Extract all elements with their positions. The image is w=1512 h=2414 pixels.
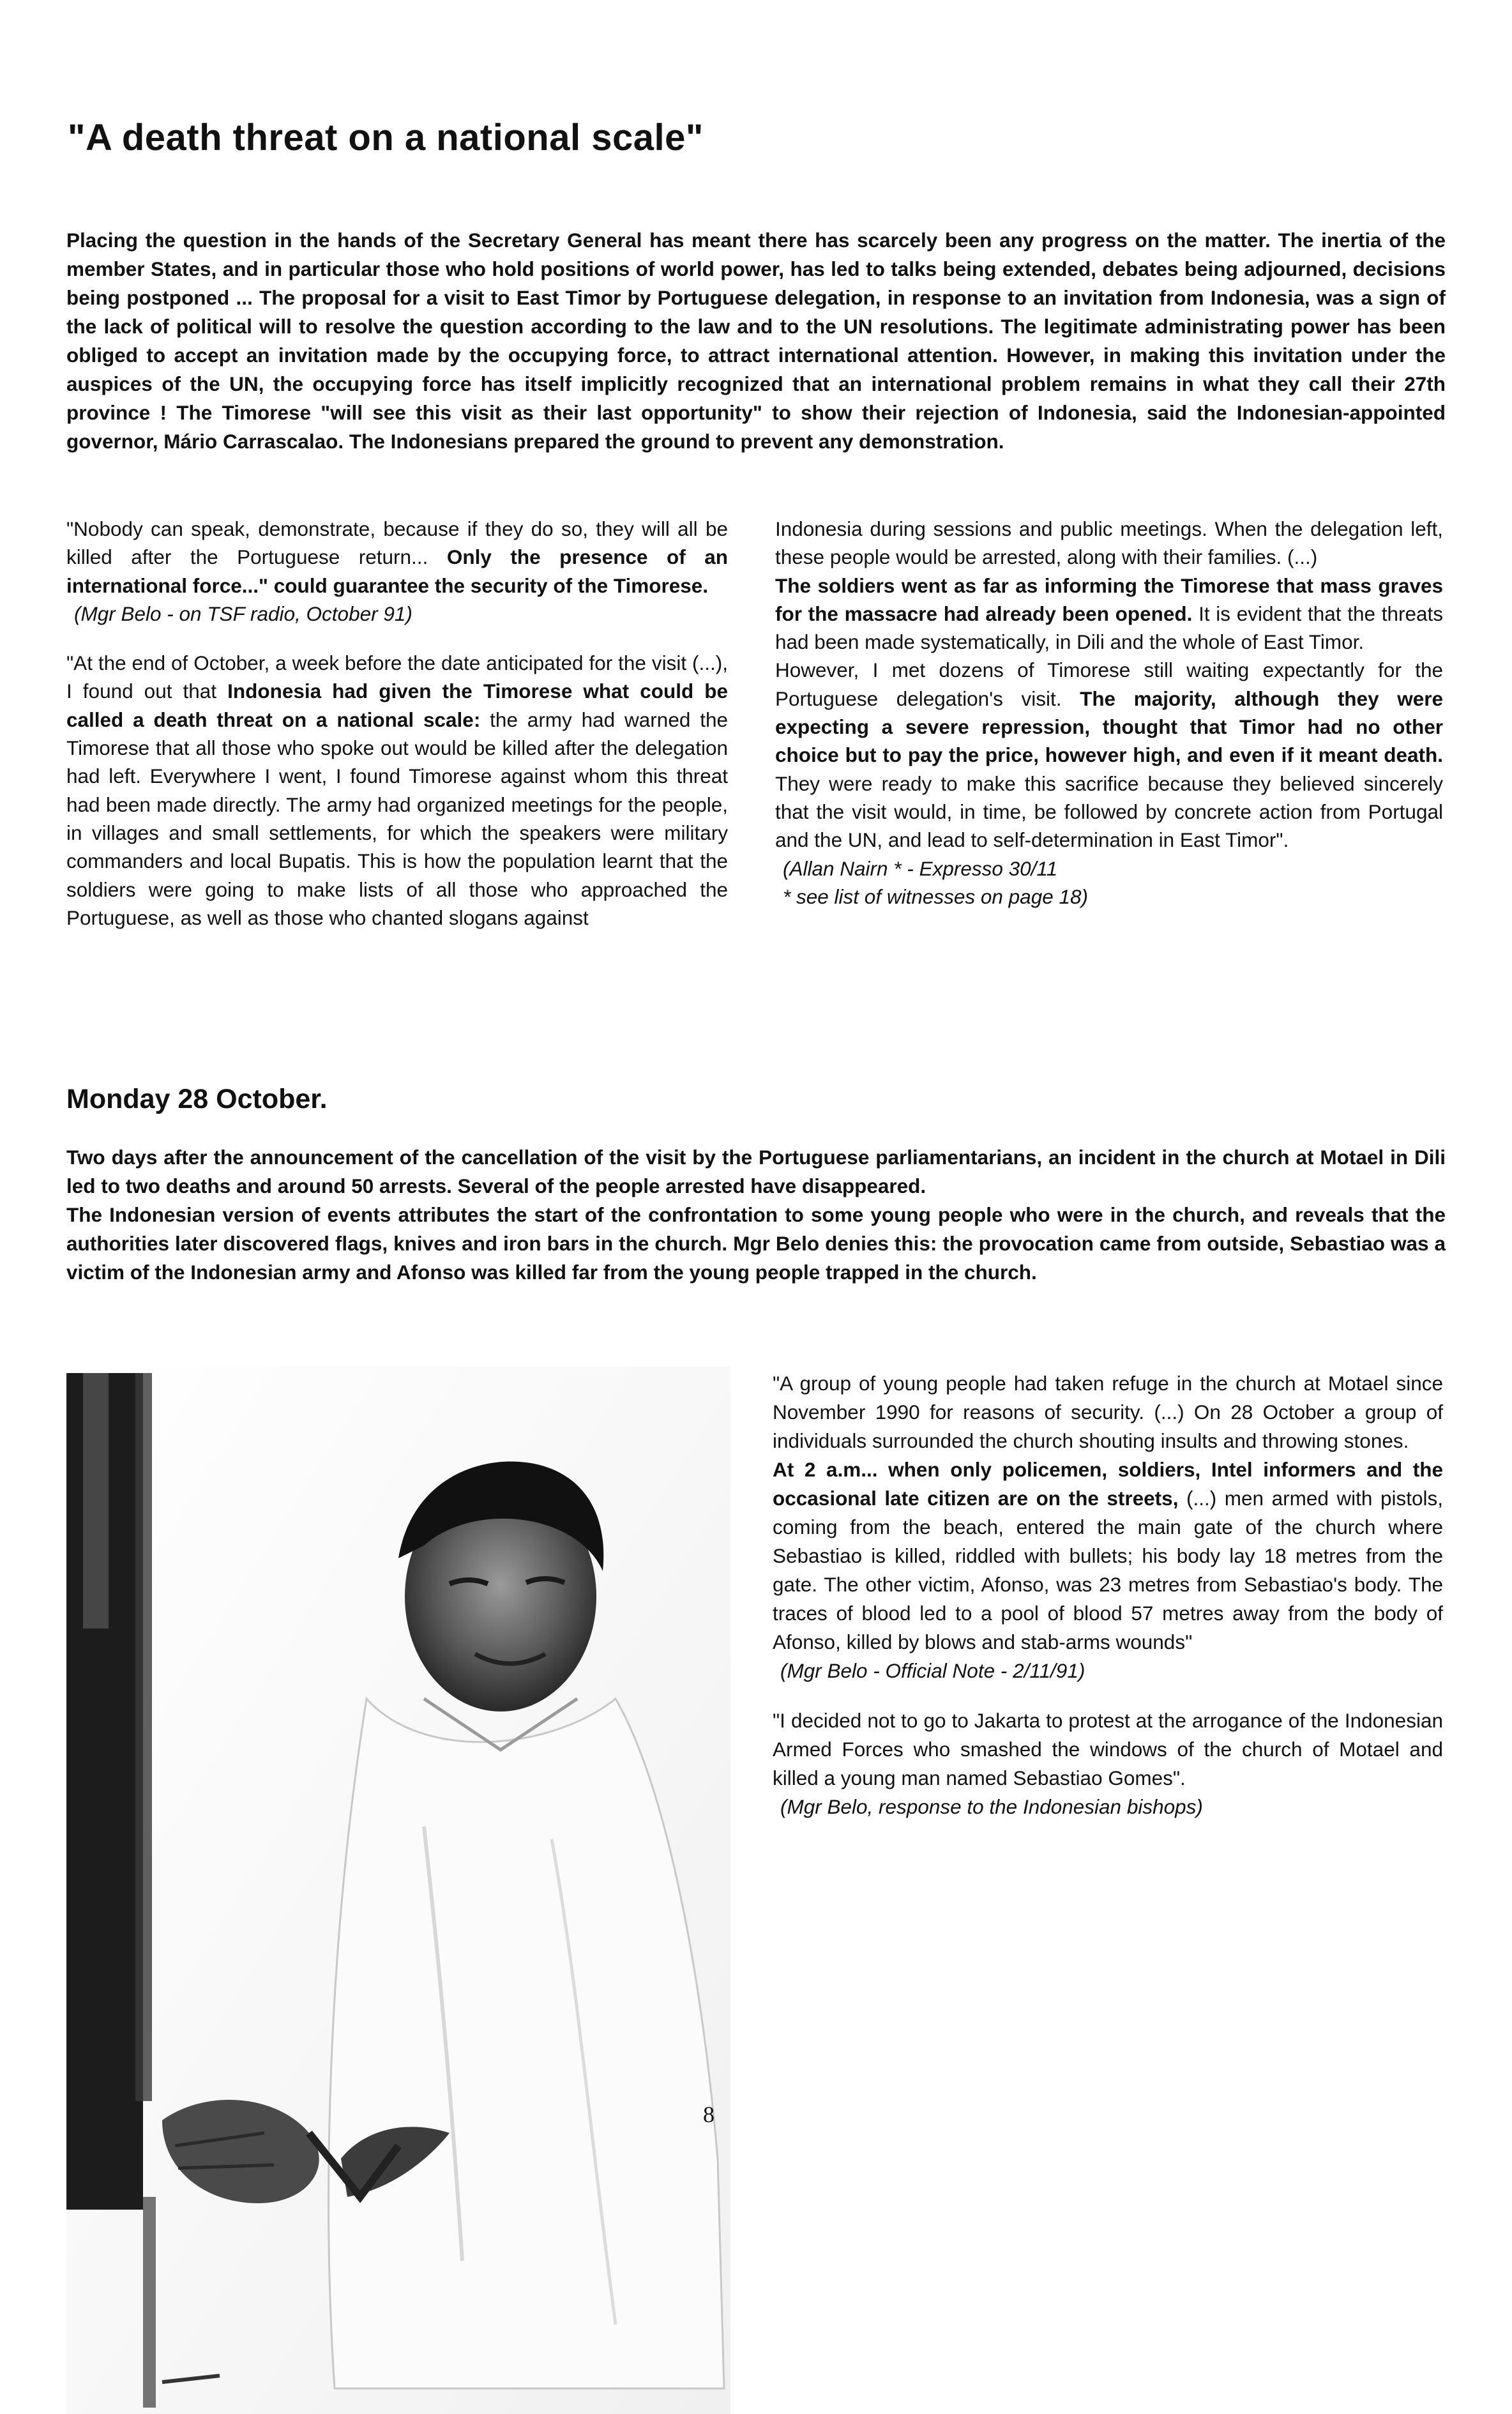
monday-paragraph-2: The Indonesian version of events attributes the start of the confrontation to some young people who were in the church, and reveals that the authorities later discovered flags, knives and iron bars in the church. Mgr Belo denies this: the provocation came from outside, Sebastiao was a victim of the Indonesian army and Afonso was killed far from the young people trapped in the church.: [66, 1203, 1446, 1284]
quote-motael-1: "A group of young people had taken refuge in the church at Motael since November 1990 for reasons of security. (...) On 28 October a group of individuals surrounded the church shouting insults and throwing stones.: [773, 1372, 1443, 1452]
left-column: [66, 515, 728, 932]
nairn-source: (Allan Nairn * - Expresso 30/11: [783, 856, 1058, 880]
monday-paragraphs: [66, 1143, 1446, 1287]
nairn-mass-graves: The soldiers went as far as informing the Timorese that mass graves for the massacre had already been opened. It is evident that the threats had been made systematically, in Dili and the whole of East Timor.: [775, 573, 1444, 654]
right-column-nairn: [775, 515, 1443, 911]
quote-motael-2: [773, 1455, 1443, 1657]
page-number: 8: [703, 2102, 714, 2127]
lower-right-column: [773, 1369, 1443, 1821]
portrait-photo: [66, 1367, 730, 2414]
quote-nobody-text: "Nobody can speak, demonstrate, because if they do so, they will all be killed after the Portuguese return...: [66, 517, 728, 569]
nairn-mass-graves-bold: The soldiers went as far as informing the Timorese that mass graves for the massacre had already been opened.: [775, 573, 1443, 625]
quote-nobody-source: (Mgr Belo - on TSF radio, October 91): [74, 602, 412, 625]
monday-paragraph-1: Two days after the announcement of the cancellation of the visit by the Portuguese parliamentarians, an incident in the church at Motael in Dili led to two deaths and around 50 arrests. Several of the people arrested have disappeared.: [66, 1146, 1446, 1197]
nairn-continuation: [775, 515, 1443, 572]
nairn-footnote: * see list of witnesses on page 18): [783, 884, 1089, 908]
quote-nairn-text: the army had warned the Timorese that all those who spoke out would be killed after the delegation had left. Everywhere I went, I found Timorese against whom this threat had been made directly. The army had organized meetings for the people, in villages and small settlements, for which the speakers were military commanders and local Bupatis. This is how the population learnt that the soldiers were going to make lists of all those who approached the Portuguese, as well as those who chanted slogans against: [66, 708, 728, 929]
nairn-continuation-text: Indonesia during sessions and public meetings. When the delegation left, these people would be arrested, along with their families. (...): [775, 517, 1443, 569]
intro-paragraph: Placing the question in the hands of the Secretary General has meant there has scarcely been any progress on the matter. The inertia of the member States, and in particular those who hold positions of world power, has led to talks being extended, debates being adjourned, decisions being postponed ... The proposal for a visit to East Timor by Portuguese delegation, in response to an invitation from Indonesia, was a sign of the lack of political will to resolve the question according to the law and to the UN resolutions. The legitimate administrating power has been obliged to accept an invitation made by the occupying force, to attract international attention. However, in making this invitation under the auspices of the UN, the occupying force has itself implicitly recognized that an international problem remains in what they call their 27th province ! The Timorese "will see this visit as their last opportunity" to show their rejection of Indonesia, said the Indonesian-appointed governor, Mário Carrascalao. The Indonesians prepared the ground to prevent any demonstration.: [66, 229, 1446, 453]
quote-nairn-part1: "At the end of October, a week before the date anticipated for the visit (...), I found out that Indonesia had given the Timorese what could be called a death threat on a national scale: the army had warned the Timorese that all those who spoke out would be killed after the delegation had left. Everywhere I went, I found Timorese against whom this threat had been made directly. The army had organized meetings for the people, in villages and small settlements, for which the speakers were military commanders and local Bupatis. This is how the population learnt that the soldiers were going to make lists of all those who approached the Portuguese, as well as those who chanted slogans against: [66, 651, 728, 929]
page-title: "A death threat on a national scale": [68, 117, 704, 158]
quote-nobody: [66, 515, 728, 600]
quote-motael-text: (...) men armed with pistols, coming from the beach, entered the main gate of the church where Sebastiao is killed, riddled with bullets; his body lay 18 metres from the gate. The other victim, Afonso, was 23 metres from Sebastiao's body. The traces of blood led to a pool of blood 57 metres away from the body of Afonso, killed by blows and stab-arms wounds": [773, 1487, 1443, 1653]
nairn-majority-bold: The majority, although they were expecting a severe repression, thought that Timor had no other choice but to pay the price, however high, and even if it meant death.: [775, 687, 1443, 767]
quote-nairn-bold: Indonesia had given the Timorese what could be called a death threat on a national scale:: [66, 679, 728, 731]
quote-motael-bold: At 2 a.m... when only policemen, soldiers, Intel informers and the occasional late citizen are on the streets,: [773, 1458, 1443, 1510]
section-heading-monday: Monday 28 October.: [66, 1084, 328, 1114]
nairn-however: However, I met dozens of Timorese still waiting expectantly for the Portuguese delegation's visit. The majority, although they were expecting a severe repression, thought that Timor had no other choice but to pay the price, however high, and even if it meant death. They were ready to make this sacrifice because they believed sincerely that the visit would, in time, be followed by concrete action from Portugal and the UN, and lead to self-determination in East Timor".: [775, 658, 1443, 852]
quote-nobody-bold: Only the presence of an international force..." could guarantee the security of the Timorese.: [66, 545, 728, 597]
quote-jakarta-source: (Mgr Belo, response to the Indonesian bishops): [780, 1795, 1203, 1818]
quote-motael-source: (Mgr Belo - Official Note - 2/11/91): [780, 1659, 1085, 1682]
quote-jakarta: "I decided not to go to Jakarta to protest at the arrogance of the Indonesian Armed Forces who smashed the windows of the church of Motael and killed a young man named Sebastiao Gomes".: [773, 1709, 1443, 1789]
